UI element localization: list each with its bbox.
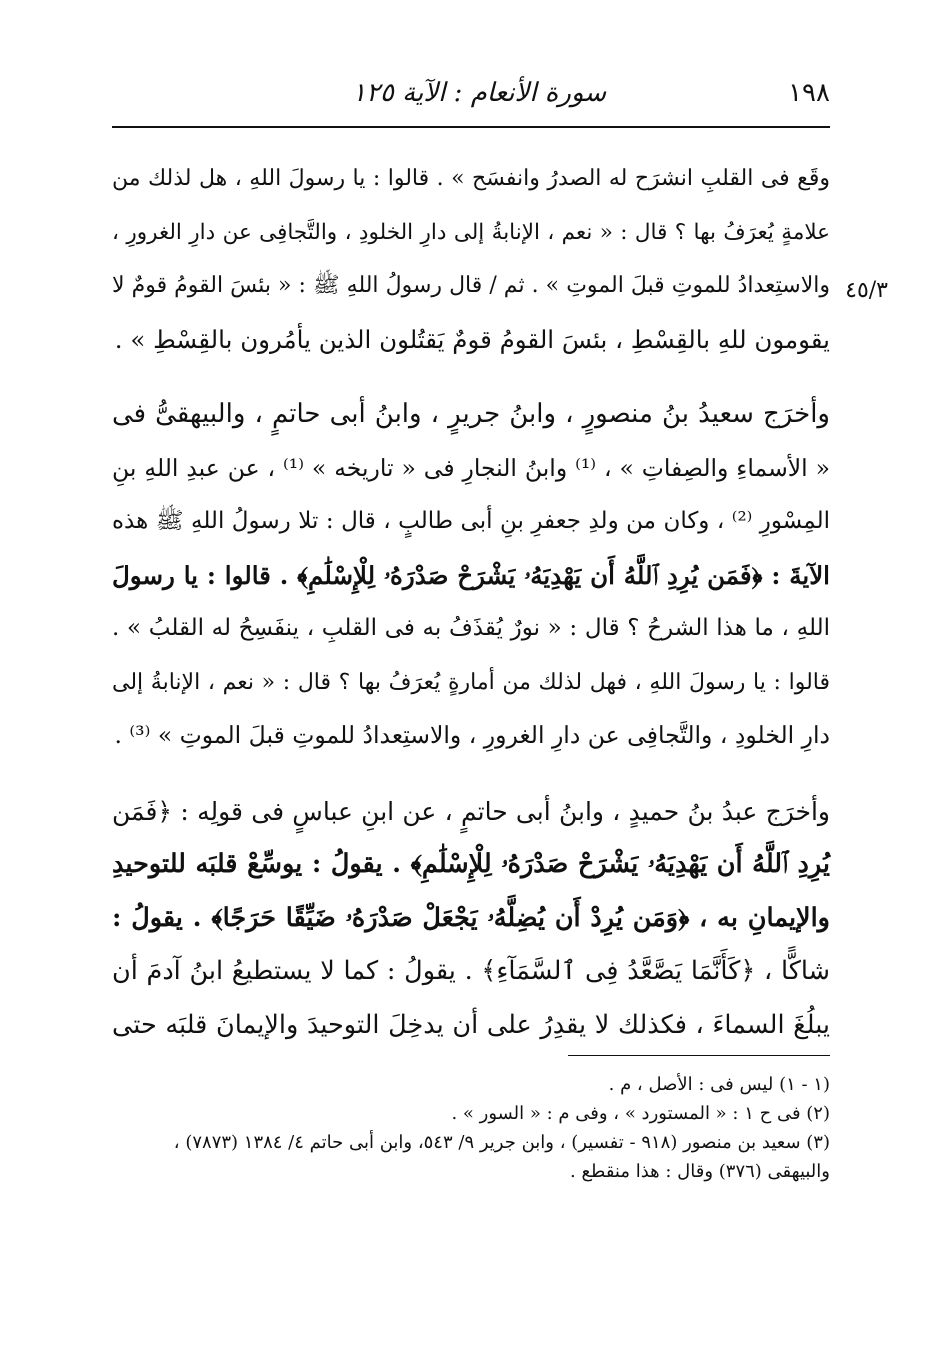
running-title: سورة الأنعام : الآية ١٢٥ (352, 78, 607, 108)
footnote-3: (٣) سعيد بن منصور (٩١٨ - تفسير) ، وابن جرير ٩/ ٥٤٣، وابن أبى حاتم ٤/ ١٣٨٤ (٧٨٧٣) ، (173, 1132, 830, 1153)
text-line: « الأسماءِ والصِفاتِ » ، ⁽¹⁾ وابنُ النجارِ فى « تاريخه » ⁽¹⁾ ، عن عبدِ اللهِ بنِ (112, 453, 830, 482)
footnote-2: (٢) فى ح ١ : « المستورد » ، وفى م : « السور » . (451, 1103, 830, 1124)
paragraph-1 (112, 152, 830, 366)
paragraph-2 (112, 388, 830, 763)
text-line: والاستِعدادُ للموتِ قبلَ الموتِ » . ثم / قال رسولُ اللهِ ﷺ : « بئسَ القومُ قومٌ لا (112, 273, 830, 298)
margin-reference: ٤٥/٣ (845, 278, 888, 303)
text-line: وقَع فى القلبِ انشرَح له الصدرُ وانفسَح » . قالوا : يا رسولَ اللهِ ، هل لذلك من (112, 166, 830, 191)
main-text (112, 152, 830, 1052)
footnotes (112, 1070, 830, 1186)
header-rule (112, 126, 830, 128)
footnote-3-continued: والبيهقى (٣٧٦) وقال : هذا منقطع . (570, 1161, 830, 1182)
page-number: ١٩٨ (788, 78, 830, 108)
footnote-1: (١ - ١) ليس فى : الأصل ، م . (608, 1074, 830, 1095)
paragraph-3 (112, 785, 830, 1053)
text-line: المِسْورِ ⁽²⁾ ، وكان من ولدِ جعفرِ بنِ أبى طالبٍ ، قال : تلا رسولُ اللهِ ﷺ هذه (112, 508, 830, 534)
text-line: وأخرَج عبدُ بنُ حميدٍ ، وابنُ أبى حاتمٍ ، عن ابنِ عباسٍ فى قولِه : ﴿فَمَن (112, 796, 830, 826)
page-header (112, 70, 830, 120)
text-line: وأخرَج سعيدُ بنُ منصورٍ ، وابنُ جريرٍ ، وابنُ أبى حاتمٍ ، والبيهقىُّ فى (112, 399, 830, 429)
text-line: يبلُغَ السماءَ ، فكذلك لا يقدِرُ على أن يدخِلَ التوحيدَ والإيمانَ قلبَه حتى (112, 1009, 830, 1040)
text-line: يُرِدِ ٱللَّهُ أَن يَهْدِيَهُۥ يَشْرَحْ صَدْرَهُۥ لِلْإِسْلَٰمِ﴾ . يقولُ : يوسِّعْ قلبَه للتوحيدِ (112, 849, 830, 879)
text-line: قالوا : يا رسولَ اللهِ ، فهل لذلك من أمارةٍ يُعرَفُ بها ؟ قال : « نعم ، الإنابةُ إلى (112, 669, 830, 695)
text-line: يقومون للهِ بالقِسْطِ ، بئسَ القومُ قومٌ يَقتُلون الذين يأمُرون بالقِسْطِ » . (114, 324, 830, 354)
text-line: علامةٍ يُعرَفُ بها ؟ قال : « نعم ، الإنابةُ إلى دارِ الخلودِ ، والتَّجافِى عن دارِ الغرورِ ، (112, 219, 830, 245)
text-line: والإيمانِ به ، ﴿وَمَن يُرِدْ أَن يُضِلَّهُۥ يَجْعَلْ صَدْرَهُۥ ضَيِّقًا حَرَجًا﴾ . يقولُ : (112, 902, 830, 933)
footnote-rule (568, 1055, 830, 1056)
text-line: دارِ الخلودِ ، والتَّجافِى عن دارِ الغرورِ ، والاستِعدادُ للموتِ قبلَ الموتِ » ⁽³⁾ . (114, 721, 830, 749)
text-line: اللهِ ، ما هذا الشرحُ ؟ قال : « نورٌ يُقذَفُ به فى القلبِ ، ينفَسِحُ له القلبُ » . (112, 615, 830, 641)
text-line: الآيةَ : ﴿فَمَن يُرِدِ ٱللَّهُ أَن يَهْدِيَهُۥ يَشْرَحْ صَدْرَهُۥ لِلْإِسْلَٰمِ﴾ . قالوا : يا رسولَ (112, 560, 830, 590)
text-line: شاكًّا ، ﴿كَأَنَّمَا يَصَّعَّدُ فِى ٱلسَّمَآءِ﴾ . يقولُ : كما لا يستطيعُ ابنُ آدمَ أن (112, 956, 830, 986)
